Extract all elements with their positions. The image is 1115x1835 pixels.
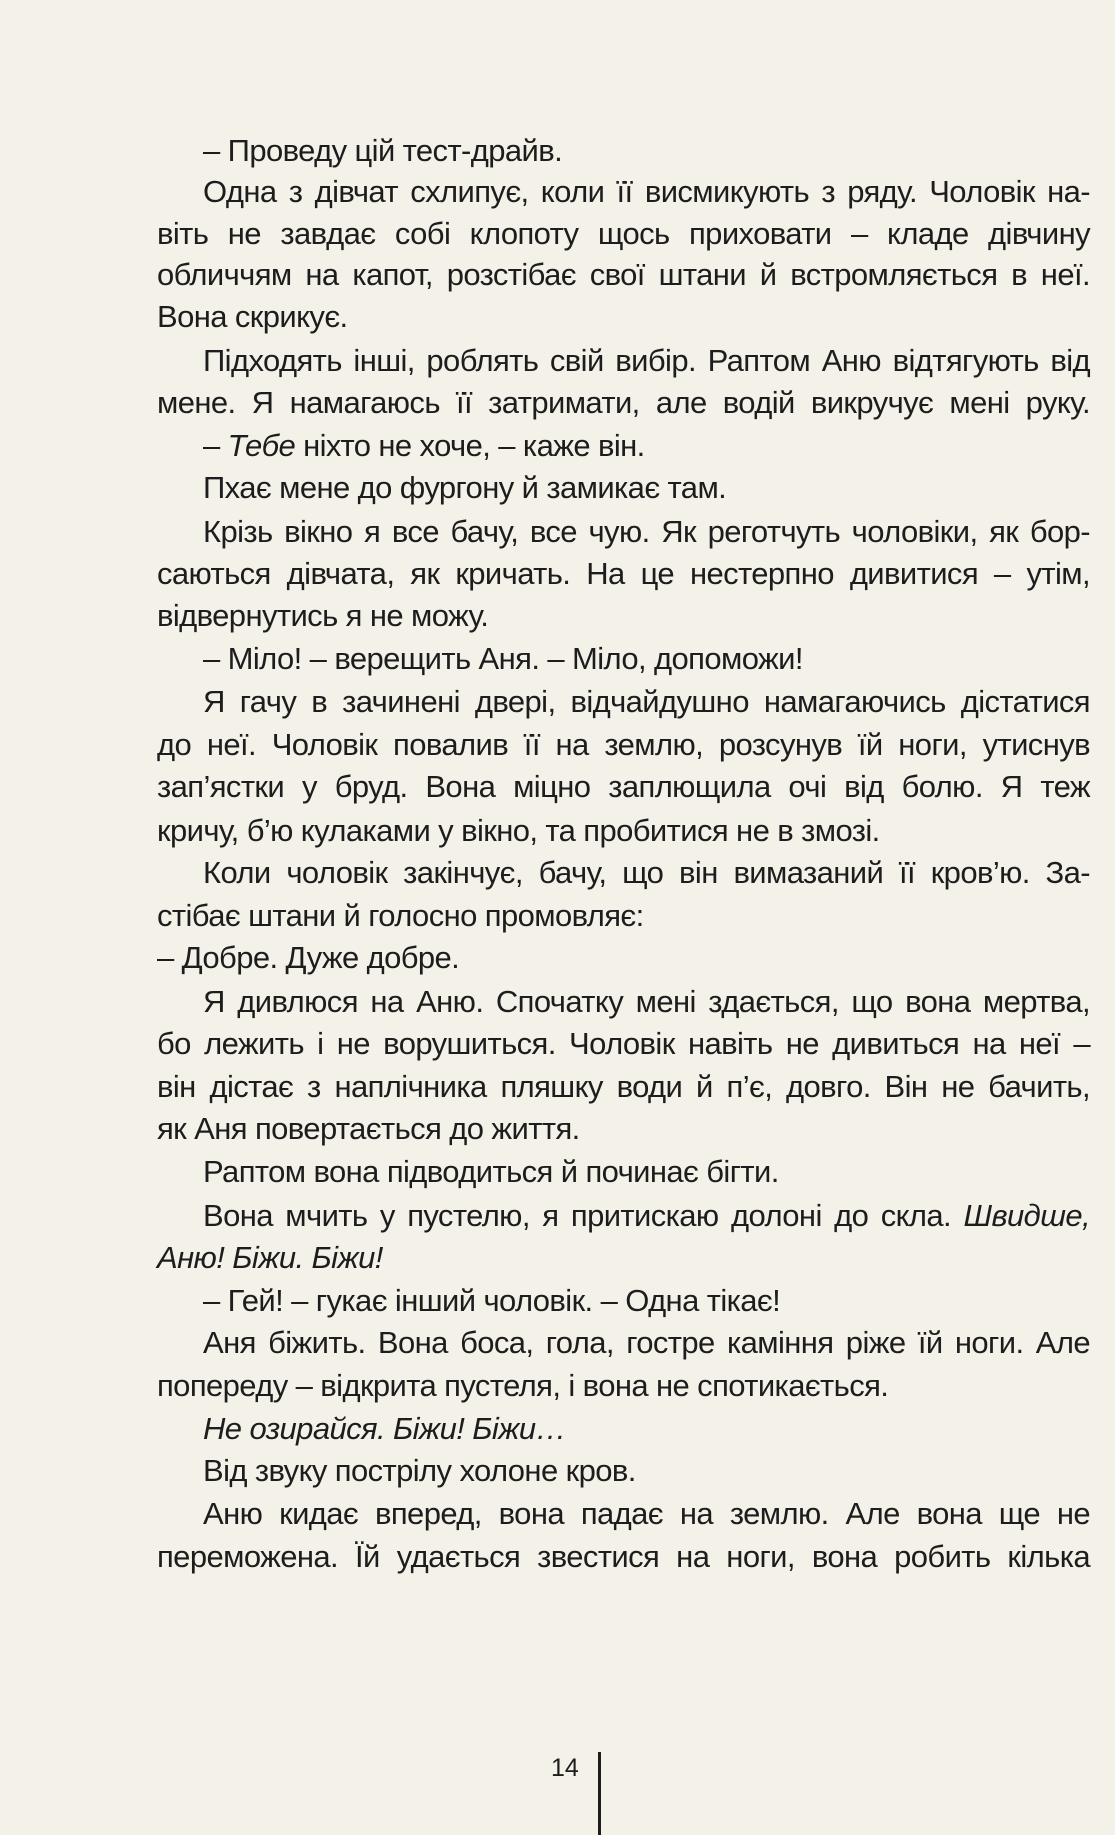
text-line bbox=[203, 423, 645, 469]
text-line bbox=[203, 1406, 566, 1452]
emphasis-text: Аню! Біжи. Біжи! bbox=[157, 1240, 383, 1275]
text-line: – Добре. Дуже добре. bbox=[157, 940, 460, 975]
text-line: відвернутись я не можу. bbox=[157, 598, 489, 633]
text-span: ніхто не хоче, – каже він. bbox=[295, 428, 645, 463]
text-line: зап’ястки у бруд. Вона міцно заплющила очі від болю. Я теж bbox=[157, 769, 1090, 804]
emphasis-text: Швидше, bbox=[963, 1198, 1090, 1233]
text-line bbox=[203, 1193, 1090, 1239]
text-line: Крізь вікно я все бачу, все чую. Як реготчуть чоловіки, як бор- bbox=[203, 514, 1090, 549]
text-line: Одна з дівчат схлипує, коли її висмикують з ряду. Чоловік на- bbox=[203, 174, 1090, 209]
text-line: як Аня повертається до життя. bbox=[157, 1111, 580, 1146]
text-line: Я гачу в зачинені двері, відчайдушно намагаючись дістатися bbox=[203, 684, 1090, 719]
text-line: Коли чоловік закінчує, бачу, що він вимазаний її кров’ю. За- bbox=[203, 855, 1090, 890]
page-number-rule bbox=[598, 1752, 601, 1835]
dialogue-dash: – bbox=[203, 428, 228, 463]
text-line: обличчям на капот, розстібає свої штани й встромляється в неї. bbox=[157, 257, 1090, 292]
text-line: віть не завдає собі клопоту щось приховати – кладе дівчину bbox=[157, 216, 1090, 251]
text-line: бо лежить і не ворушиться. Чоловік навіть не дивиться на неї – bbox=[157, 1026, 1090, 1061]
text-line: Я дивлюся на Аню. Спочатку мені здається, що вона мертва, bbox=[203, 984, 1090, 1019]
text-line: стібає штани й голосно промовляє: bbox=[157, 898, 644, 933]
text-line bbox=[157, 1235, 383, 1281]
text-line: попереду – відкрита пустеля, і вона не спотикається. bbox=[157, 1368, 889, 1403]
text-span: Вона мчить у пустелю, я притискаю долоні до скла. bbox=[203, 1198, 964, 1233]
text-line: Від звуку пострілу холоне кров. bbox=[203, 1453, 636, 1488]
text-line: Аню кидає вперед, вона падає на землю. Але вона ще не bbox=[203, 1496, 1090, 1531]
text-line: мене. Я намагаюсь її затримати, але водій викручує мені руку. bbox=[157, 385, 1090, 420]
text-line: Вона скрикує. bbox=[157, 299, 348, 334]
text-line: саються дівчата, як кричать. На це нестерпно дивитися – утім, bbox=[157, 556, 1090, 591]
text-line: Аня біжить. Вона боса, гола, гостре каміння ріже їй ноги. Але bbox=[203, 1325, 1090, 1360]
text-line: Підходять інші, роблять свій вибір. Раптом Аню відтягують від bbox=[203, 343, 1090, 378]
emphasis-text: Тебе bbox=[227, 428, 296, 463]
text-line: переможена. Їй удається звестися на ноги, вона робить кілька bbox=[157, 1539, 1090, 1574]
text-line: – Міло! – верещить Аня. – Міло, допоможи! bbox=[203, 641, 803, 676]
page-number: 14 bbox=[551, 1754, 579, 1782]
text-line: Пхає мене до фургону й замикає там. bbox=[203, 470, 727, 505]
text-line: він дістає з наплічника пляшку води й п’є, довго. Він не бачить, bbox=[157, 1069, 1090, 1104]
text-line: – Проведу цій тест-драйв. bbox=[203, 133, 563, 168]
text-line: – Гей! – гукає інший чоловік. – Одна тікає! bbox=[203, 1283, 781, 1318]
emphasis-text: Не озирайся. Біжи! Біжи… bbox=[203, 1411, 566, 1446]
text-line: Раптом вона підводиться й починає бігти. bbox=[203, 1154, 779, 1189]
text-line: до неї. Чоловік повалив її на землю, розсунув їй ноги, утиснув bbox=[157, 727, 1090, 762]
text-line: кричу, б’ю кулаками у вікно, та пробитися не в змозі. bbox=[157, 813, 880, 848]
